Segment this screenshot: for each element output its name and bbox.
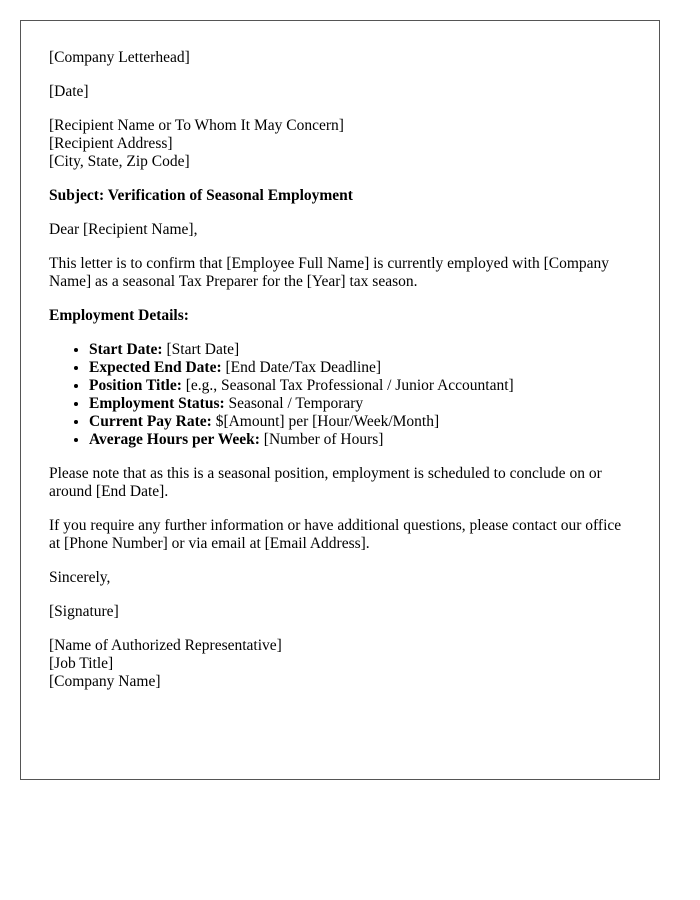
contact-paragraph: If you require any further information or have additional questions, please contact our office at [Phone Number] or via email at [Email Address]. (49, 517, 622, 552)
detail-label: Expected End Date: (89, 359, 222, 376)
note-paragraph: Please note that as this is a seasonal position, employment is scheduled to conclude on or around [End Date]. (49, 465, 602, 500)
list-item (89, 341, 631, 359)
closing: Sincerely, (49, 569, 111, 586)
detail-label: Average Hours per Week: (89, 431, 260, 448)
recipient-address: [Recipient Address] (49, 135, 173, 152)
list-item (89, 359, 631, 377)
signer-company: [Company Name] (49, 673, 161, 690)
detail-label: Start Date: (89, 341, 163, 358)
detail-label: Current Pay Rate: (89, 413, 212, 430)
detail-value: [Number of Hours] (259, 431, 384, 448)
detail-value: Seasonal / Temporary (224, 395, 364, 412)
signer-block (49, 637, 631, 691)
letter-date: [Date] (49, 83, 89, 100)
detail-value: [Start Date] (162, 341, 240, 358)
detail-label: Position Title: (89, 377, 182, 394)
list-item (89, 431, 631, 449)
details-heading: Employment Details: (49, 307, 189, 324)
recipient-block (49, 117, 631, 171)
signer-name: [Name of Authorized Representative] (49, 637, 282, 654)
detail-value: $[Amount] per [Hour/Week/Month] (211, 413, 440, 430)
subject-line: Subject: Verification of Seasonal Employment (49, 187, 353, 204)
detail-value: [e.g., Seasonal Tax Professional / Junior Accountant] (181, 377, 514, 394)
company-letterhead: [Company Letterhead] (49, 49, 190, 66)
list-item (89, 377, 631, 395)
greeting: Dear [Recipient Name], (49, 221, 198, 238)
detail-label: Employment Status: (89, 395, 225, 412)
detail-value: [End Date/Tax Deadline] (221, 359, 382, 376)
signer-title: [Job Title] (49, 655, 114, 672)
recipient-city: [City, State, Zip Code] (49, 153, 190, 170)
list-item (89, 395, 631, 413)
recipient-name: [Recipient Name or To Whom It May Concern] (49, 117, 344, 134)
letter-page (20, 20, 660, 780)
intro-paragraph: This letter is to confirm that [Employee Full Name] is currently employed with [Company Name] as a seasonal Tax Preparer for the [Year] tax season. (49, 255, 610, 290)
employment-details-list (49, 341, 631, 449)
list-item (89, 413, 631, 431)
signature: [Signature] (49, 603, 119, 620)
